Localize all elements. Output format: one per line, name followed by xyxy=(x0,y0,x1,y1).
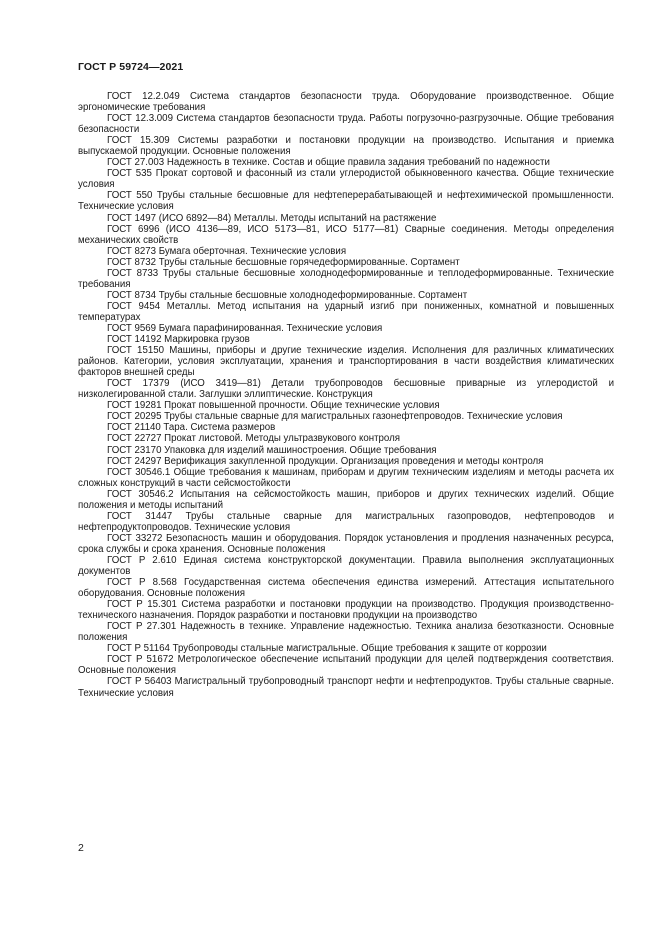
reference-item: ГОСТ 9454 Металлы. Метод испытания на ударный изгиб при пониженных, комнатной и повышенных температурах xyxy=(78,300,614,323)
reference-item: ГОСТ 8273 Бумага оберточная. Технические условия xyxy=(107,245,347,257)
reference-item: ГОСТ 33272 Безопасность машин и оборудования. Порядок установления и продления назначенных ресурса, срока службы и срока хранения. Основные положения xyxy=(78,532,614,555)
normative-references-list xyxy=(78,91,614,699)
reference-item: ГОСТ 19281 Прокат повышенной прочности. Общие технические условия xyxy=(107,400,440,412)
reference-item: ГОСТ 21140 Тара. Система размеров xyxy=(107,422,276,434)
reference-item: ГОСТ 27.003 Надежность в технике. Состав и общие правила задания требований по надежности xyxy=(107,157,550,169)
page-number: 2 xyxy=(78,842,84,854)
document-header: ГОСТ Р 59724—2021 xyxy=(78,61,184,73)
reference-item: ГОСТ 23170 Упаковка для изделий машиностроения. Общие требования xyxy=(107,444,437,456)
reference-item: ГОСТ 31447 Трубы стальные сварные для магистральных газопроводов, нефтепроводов и нефтепродуктопроводов. Технические условия xyxy=(78,510,614,533)
reference-item: ГОСТ 15150 Машины, приборы и другие технические изделия. Исполнения для различных климатических районов. Категории, условия эксплуатации, хранения и транспортирования в части воздействия климатических факторов внешней среды xyxy=(78,345,614,379)
reference-item: ГОСТ 6996 (ИСО 4136—89, ИСО 5173—81, ИСО 5177—81) Сварные соединения. Методы определения механических свойств xyxy=(78,223,614,246)
reference-item: ГОСТ 30546.1 Общие требования к машинам, приборам и другим техническим изделиям и методы расчета их сложных конструкций в части сейсмостойкости xyxy=(78,466,614,489)
reference-item: ГОСТ 12.3.009 Система стандартов безопасности труда. Работы погрузочно-разгрузочные. Общие требования безопасности xyxy=(78,113,614,136)
reference-item: ГОСТ Р 56403 Магистральный трубопроводный транспорт нефти и нефтепродуктов. Трубы стальные сварные. Технические условия xyxy=(78,676,614,699)
reference-item: ГОСТ 1497 (ИСО 6892—84) Металлы. Методы испытаний на растяжение xyxy=(107,212,437,224)
reference-item: ГОСТ Р 15.301 Система разработки и постановки продукции на производство. Продукция производственно-технического назначения. Порядок разработки и постановки продукции на производство xyxy=(78,599,614,622)
reference-item: ГОСТ 15.309 Системы разработки и постановки продукции на производство. Испытания и приемка выпускаемой продукции. Основные положения xyxy=(78,135,614,158)
reference-item: ГОСТ 9569 Бумага парафинированная. Технические условия xyxy=(107,322,383,334)
reference-item: ГОСТ Р 27.301 Надежность в технике. Управление надежностью. Техника анализа безотказности. Основные положения xyxy=(78,621,614,644)
reference-item: ГОСТ Р 2.610 Единая система конструкторской документации. Правила выполнения эксплуатационных документов xyxy=(78,554,614,578)
reference-item: ГОСТ Р 51164 Трубопроводы стальные магистральные. Общие требования к защите от коррозии xyxy=(107,643,547,655)
reference-item: ГОСТ 8734 Трубы стальные бесшовные холоднодеформированные. Сортамент xyxy=(107,289,468,301)
reference-item: ГОСТ 535 Прокат сортовой и фасонный из стали углеродистой обыкновенного качества. Общие технические условия xyxy=(78,168,614,191)
reference-item: ГОСТ 14192 Маркировка грузов xyxy=(107,334,250,346)
reference-item: ГОСТ 17379 (ИСО 3419—81) Детали трубопроводов бесшовные приварные из углеродистой и низколегированной стали. Заглушки эллиптические. Конструкция xyxy=(78,378,614,401)
reference-item: ГОСТ 20295 Трубы стальные сварные для магистральных газонефтепроводов. Технические условия xyxy=(107,411,563,423)
reference-item: ГОСТ 30546.2 Испытания на сейсмостойкость машин, приборов и других технических изделий. Общие положения и методы испытаний xyxy=(78,488,614,511)
reference-item: ГОСТ 24297 Верификация закупленной продукции. Организация проведения и методы контроля xyxy=(107,455,544,467)
reference-item: ГОСТ Р 8.568 Государственная система обеспечения единства измерений. Аттестация испытательного оборудования. Основные положения xyxy=(78,577,614,600)
reference-item: ГОСТ Р 51672 Метрологическое обеспечение испытаний продукции для целей подтверждения соответствия. Основные положения xyxy=(78,654,614,677)
reference-item: ГОСТ 12.2.049 Система стандартов безопасности труда. Оборудование производственное. Общие эргономические требования xyxy=(78,91,614,114)
reference-item: ГОСТ 22727 Прокат листовой. Методы ультразвукового контроля xyxy=(107,433,400,445)
reference-item: ГОСТ 8732 Трубы стальные бесшовные горячедеформированные. Сортамент xyxy=(107,256,460,268)
reference-item: ГОСТ 550 Трубы стальные бесшовные для нефтеперерабатывающей и нефтехимической промышленности. Технические условия xyxy=(78,190,614,213)
reference-item: ГОСТ 8733 Трубы стальные бесшовные холоднодеформированные и теплодеформированные. Технические требования xyxy=(78,267,614,290)
